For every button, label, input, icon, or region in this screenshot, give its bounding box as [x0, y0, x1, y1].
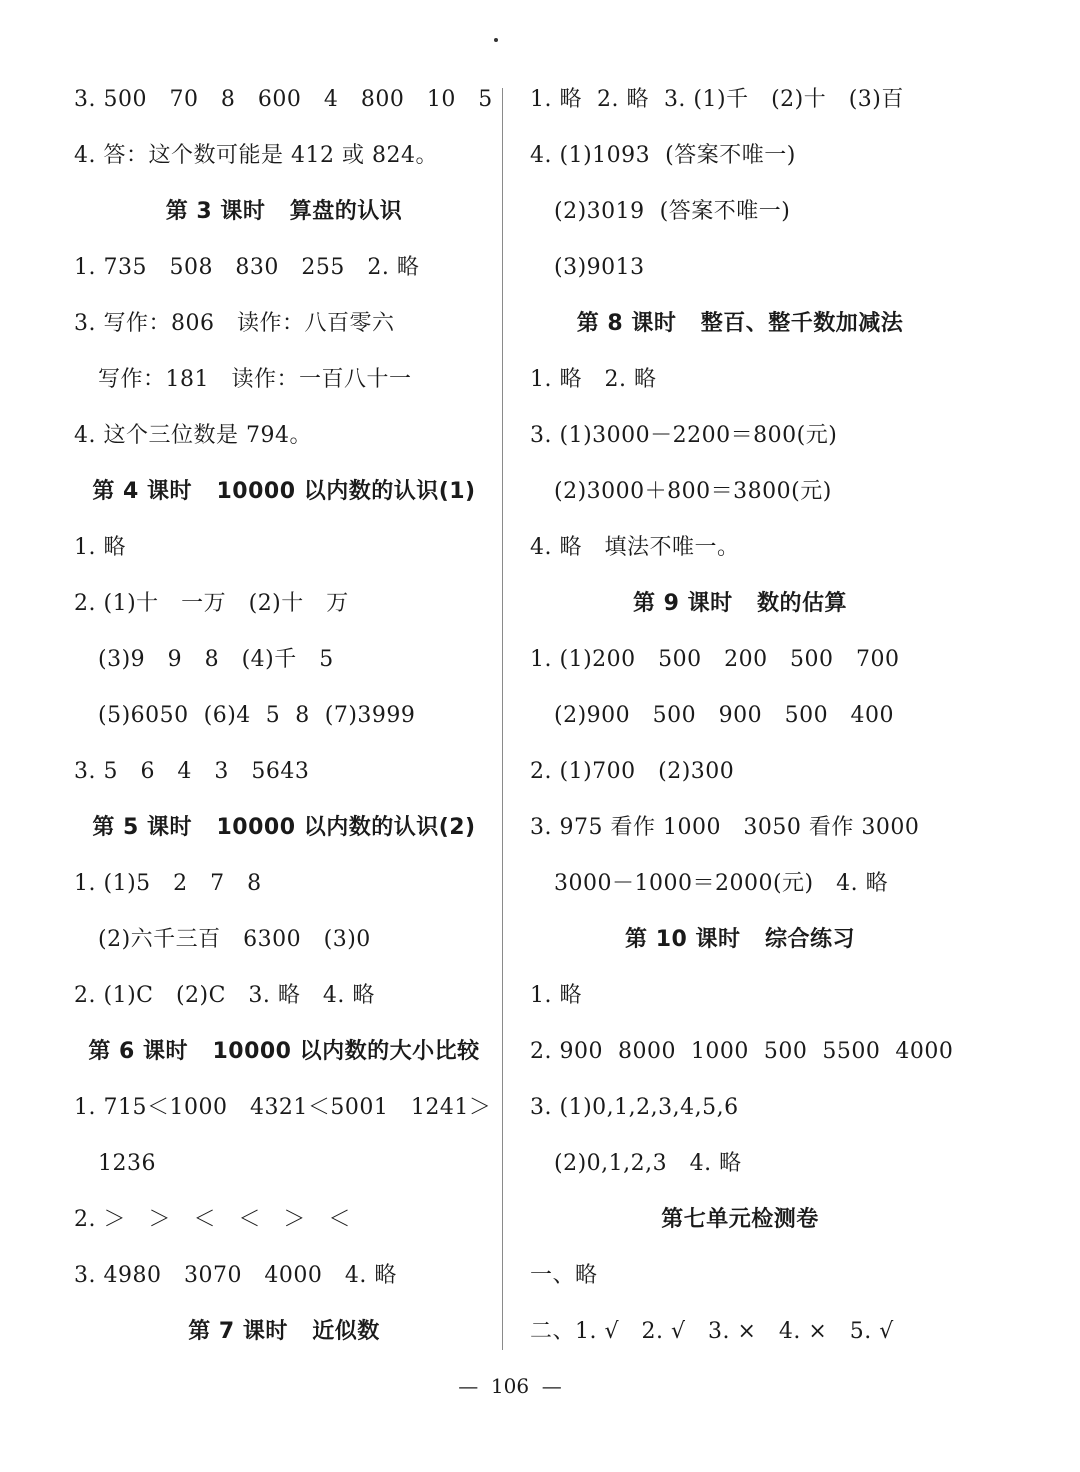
answer-line: 4. (1)1093 (答案不唯一) — [530, 143, 796, 168]
answer-line: 2. (1)十 一万 (2)十 万 — [74, 591, 349, 616]
answer-line: 3. (1)0,1,2,3,4,5,6 — [530, 1095, 739, 1120]
answer-line: 二、1. √ 2. √ 3. × 4. × 5. √ — [530, 1319, 894, 1344]
lesson-heading: 第 8 课时 整百、整千数加减法 — [576, 311, 904, 336]
answer-line: 3. 4980 3070 4000 4. 略 — [74, 1263, 397, 1288]
answer-line: 4. 这个三位数是 794。 — [74, 423, 312, 448]
answer-line: 1. 略 — [530, 983, 582, 1008]
answer-line: 3. 写作：806 读作：八百零六 — [74, 311, 395, 336]
answer-line: 1. (1)5 2 7 8 — [74, 871, 262, 896]
answer-line: 1. 略 2. 略 — [530, 367, 657, 392]
answer-line: 写作：181 读作：一百八十一 — [98, 367, 412, 392]
answer-line: (3)9013 — [554, 255, 645, 280]
answer-line: 3. (1)3000－2200＝800(元) — [530, 423, 838, 448]
answer-line: 2. (1)700 (2)300 — [530, 759, 735, 784]
answer-line: 2. 900 8000 1000 500 5500 4000 — [530, 1039, 954, 1064]
answer-line: 1. 略 — [74, 535, 126, 560]
answer-line: (5)6050 (6)4 5 8 (7)3999 — [98, 703, 416, 728]
answer-line: 3000－1000＝2000(元) 4. 略 — [554, 871, 889, 896]
lesson-heading: 第 6 课时 10000 以内数的大小比较 — [88, 1039, 480, 1064]
scan-speck — [494, 38, 498, 42]
right-column — [530, 72, 954, 1360]
lesson-heading: 第七单元检测卷 — [661, 1207, 819, 1232]
answer-line: 1. 715＜1000 4321＜5001 1241＞ — [74, 1095, 492, 1120]
answer-line: (2)3019 (答案不唯一) — [554, 199, 791, 224]
answer-line: 1. 略 2. 略 3. (1)千 (2)十 (3)百 — [530, 87, 904, 112]
answer-line: 2. (1)C (2)C 3. 略 4. 略 — [74, 983, 375, 1008]
lesson-heading: 第 5 课时 10000 以内数的认识(2) — [92, 815, 476, 840]
lesson-heading: 第 4 课时 10000 以内数的认识(1) — [92, 479, 476, 504]
page-number: — 106 — — [458, 1374, 562, 1398]
lesson-heading: 第 7 课时 近似数 — [188, 1319, 380, 1344]
lesson-heading: 第 9 课时 数的估算 — [632, 591, 848, 616]
answer-line: 1236 — [98, 1151, 156, 1176]
answer-line: 2. ＞ ＞ ＜ ＜ ＞ ＜ — [74, 1207, 351, 1232]
answer-line: 1. 735 508 830 255 2. 略 — [74, 255, 420, 280]
answer-line: (2)0,1,2,3 4. 略 — [554, 1151, 742, 1176]
column-divider — [502, 88, 503, 1350]
answer-line: 4. 略 填法不唯一。 — [530, 535, 740, 560]
answer-line: (2)900 500 900 500 400 — [554, 703, 895, 728]
answer-line: 3. 5 6 4 3 5643 — [74, 759, 310, 784]
lesson-heading: 第 10 课时 综合练习 — [625, 927, 855, 952]
answer-line: 一、略 — [530, 1263, 598, 1288]
lesson-heading: 第 3 课时 算盘的认识 — [165, 199, 403, 224]
left-column — [74, 72, 494, 1360]
answer-line: (2)3000＋800＝3800(元) — [554, 479, 832, 504]
answer-line: 1. (1)200 500 200 500 700 — [530, 647, 900, 672]
answer-line: 4. 答：这个数可能是 412 或 824。 — [74, 143, 438, 168]
answer-line: 3. 500 70 8 600 4 800 10 5 — [74, 87, 493, 112]
answer-line: (2)六千三百 6300 (3)0 — [98, 927, 371, 952]
answer-line: (3)9 9 8 (4)千 5 — [98, 647, 334, 672]
answer-line: 3. 975 看作 1000 3050 看作 3000 — [530, 815, 920, 840]
